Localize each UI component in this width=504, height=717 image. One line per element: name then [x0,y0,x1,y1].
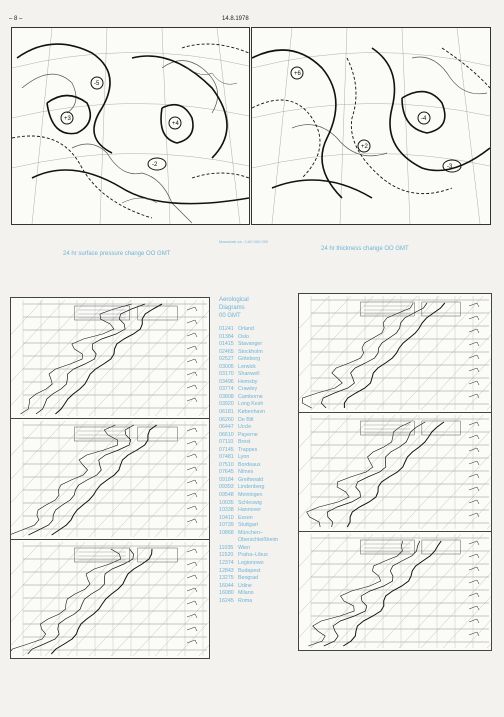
station-id: 03005 [219,363,234,370]
station-id: 07645 [219,469,234,476]
station-item [219,598,303,606]
aerological-diagram-panel [10,297,210,419]
station-name: Lindenberg [238,484,265,491]
station-id: 09548 [219,492,234,499]
page-date: 14.8.1978 [222,16,249,22]
svg-text:+3: +3 [64,116,71,122]
station-item [219,552,303,560]
station-name: Greifswald [238,476,264,483]
station-id: 16245 [219,597,234,604]
map-scale-note: Massstab ca.: 1:60 000 000 [219,239,269,244]
station-id: 11035 [219,544,234,551]
station-item [219,583,303,591]
left-map-caption: 24 hr surface pressure change OO GMT [63,251,171,257]
station-name: Beograd [238,575,259,582]
station-name: München– [238,529,263,536]
station-id: 06610 [219,431,234,438]
station-item [219,326,303,334]
station-item [219,349,303,357]
station-name: Schleswig [238,499,262,506]
station-item [219,409,303,417]
right-map-caption: 24 hr thickness change OO GMT [321,246,409,252]
station-item [219,394,303,402]
station-name: Praha–Libus [238,552,268,559]
station-item [219,439,303,447]
aerological-diagram-panel [298,531,492,651]
station-id: 13275 [219,575,234,582]
station-name: Crawley [238,386,258,393]
svg-text:+6: +6 [294,71,301,77]
thickness-change-map [251,27,491,225]
station-name: Milano [238,590,254,597]
station-name: Long Kesh [238,401,264,408]
aerological-diagram-panel [10,539,210,659]
page-number: – 8 – [9,16,23,22]
station-name: De Bilt [238,416,254,423]
station-id: 10035 [219,499,234,506]
station-name: Hemsby [238,378,258,385]
station-name: Bordeaux [238,461,261,468]
svg-text:+2: +2 [361,144,368,150]
station-item [219,575,303,583]
station-name: Lerwick [238,363,256,370]
station-id: 07145 [219,446,234,453]
station-item [219,590,303,598]
station-item [219,447,303,455]
station-item [219,379,303,387]
station-name: Nîmes [238,469,254,476]
station-id: 01415 [219,341,234,348]
svg-text:-3: -3 [447,164,453,170]
station-id: 16080 [219,590,234,597]
station-id: 09393 [219,484,234,491]
station-name: Lyon [238,454,250,461]
station-id: 16044 [219,582,234,589]
station-id: 01241 [219,326,234,332]
station-item [219,477,303,485]
station-item [219,401,303,409]
station-list [219,296,303,605]
station-id: 09184 [219,476,234,483]
station-name: Camborne [238,393,263,400]
station-id: 10338 [219,507,234,514]
diagram-grid [11,542,209,656]
station-entries [219,326,303,605]
station-id: 01384 [219,333,234,340]
station-id: 10868 [219,529,234,536]
station-name: København [238,409,266,416]
diagram-grid [299,296,491,410]
station-id: 12843 [219,567,234,574]
station-item [219,469,303,477]
station-id: 10410 [219,514,234,521]
station-item [219,545,303,553]
svg-text:-2: -2 [152,162,158,168]
station-item [219,341,303,349]
station-name: Hannover [238,507,261,514]
surface-pressure-change-map [11,27,250,225]
station-id: 10739 [219,522,234,529]
station-item [219,515,303,523]
station-name: Stockholm [238,348,263,355]
station-item [219,364,303,372]
diagram-grid [11,300,209,416]
aerological-diagram-panel [298,412,492,532]
station-item [219,462,303,470]
station-id: 06181 [219,409,234,416]
station-item [219,560,303,568]
station-item [219,507,303,515]
station-name: Roma [238,597,253,604]
station-id: 06447 [219,424,234,431]
station-name: Göteborg [238,356,261,363]
svg-text:+4: +4 [172,121,179,127]
station-item [219,568,303,576]
station-item-continuation [219,537,303,545]
station-id: 03774 [219,386,234,393]
diagram-grid [299,534,491,648]
station-item [219,530,303,538]
station-name: Legionowo [238,559,264,566]
diagram-grid [11,421,209,537]
station-id: 02465 [219,348,234,355]
station-id: 03920 [219,401,234,408]
station-item [219,417,303,425]
station-list-title-line3: 00 GMT [219,313,241,319]
station-item [219,356,303,364]
station-id: 02527 [219,356,234,363]
svg-text:-5: -5 [94,81,100,87]
station-name: Stuttgart [238,522,259,529]
station-name: Stavanger [238,341,263,348]
station-name: Trappes [238,446,258,453]
station-name: Budapest [238,567,261,574]
station-item [219,424,303,432]
station-item [219,432,303,440]
station-name: Oberschleißheim [238,537,279,544]
station-id: 07481 [219,454,234,461]
station-name: Udine [238,582,252,589]
station-name: Oslo [238,333,249,340]
station-name: Payerne [238,431,258,438]
station-name: Essen [238,514,253,521]
station-id: 03496 [219,378,234,385]
station-item [219,522,303,530]
station-id: 06260 [219,416,234,423]
station-id: 03808 [219,393,234,400]
station-id: 12374 [219,559,234,566]
station-id: 07510 [219,461,234,468]
station-item [219,334,303,342]
station-item [219,371,303,379]
station-name: Brest [238,439,251,446]
station-list-title-line1: Aerological [219,297,249,303]
station-name: Shanwell [238,371,260,378]
svg-text:-4: -4 [421,116,427,122]
station-item [219,492,303,500]
station-name: Orland [238,326,254,332]
station-name: Uccle [238,424,252,431]
station-id: 11520 [219,552,234,559]
station-item [219,500,303,508]
station-item [219,454,303,462]
aerological-diagram-panel [298,293,492,413]
diagram-grid [299,415,491,529]
aerological-diagram-panel [10,418,210,540]
station-name: Wien [238,544,251,551]
station-item [219,386,303,394]
station-list-title-line2: Diagrams [219,305,245,311]
station-name: Meiningen [238,492,263,499]
station-id: 03170 [219,371,234,378]
station-item [219,484,303,492]
station-id: 07110 [219,439,234,446]
